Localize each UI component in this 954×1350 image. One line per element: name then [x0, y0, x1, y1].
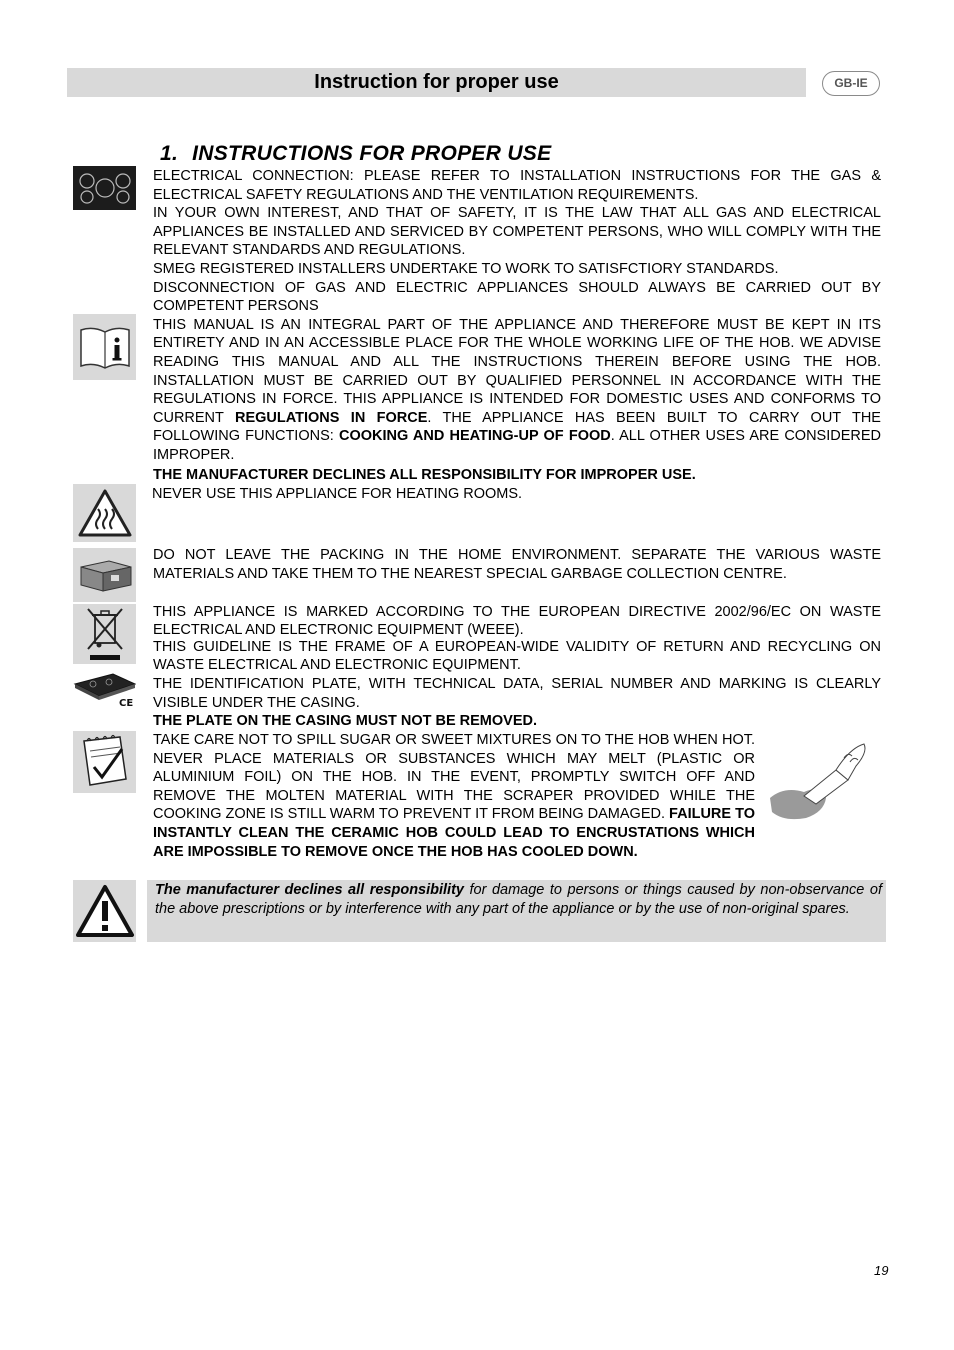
- sugar-spill-text: [153, 731, 755, 861]
- paragraph: SMEG REGISTERED INSTALLERS UNDERTAKE TO WORK TO SATISFCTIORY STANDARDS.: [153, 260, 779, 277]
- bold-span: THE PLATE ON THE CASING MUST NOT BE REMOVED.: [153, 713, 537, 730]
- manual-info-icon: [73, 314, 136, 380]
- warning-triangle-icon: [73, 880, 136, 942]
- paragraph: DO NOT LEAVE THE PACKING IN THE HOME ENVIRONMENT. SEPARATE THE VARIOUS WASTE MATERIALS AND TAKE THEM TO THE NEAREST SPECIAL GARBAGE COLLECTION CENTRE.: [153, 547, 881, 582]
- paragraph: THE IDENTIFICATION PLATE, WITH TECHNICAL DATA, SERIAL NUMBER AND MARKING IS CLEARLY VISIBLE UNDER THE CASING.: [153, 676, 881, 711]
- paragraph: NEVER USE THIS APPLIANCE FOR HEATING ROOMS.: [152, 486, 523, 502]
- section-title: [160, 141, 551, 167]
- paragraph: DISCONNECTION OF GAS AND ELECTRIC APPLIANCES SHOULD ALWAYS BE CARRIED OUT BY COMPETENT PERSONS: [153, 279, 881, 315]
- id-plate-text: [153, 675, 881, 731]
- region-badge: GB-IE: [822, 71, 880, 96]
- paragraph: [153, 731, 755, 861]
- notepad-check-icon: [73, 731, 136, 793]
- text-span: THIS MANUAL IS AN INTEGRAL PART OF THE APPLIANCE AND THEREFORE MUST BE KEPT IN ITS ENTIRETY AND IN AN ACCESSIBLE PLACE FOR THE WHOLE WORKING LIFE OF THE HOB. WE ADVISE READING THIS MANUAL AND ALL THE INSTRUCTIONS THEREIN BEFORE USING THE HOB. INSTALLATION MUST BE CARRIED OUT BY QUALIFIED PERSONNEL IN ACCORDANCE WITH THE REGULATIONS IN FORCE. THIS APPLIANCE IS INTENDED FOR DOMESTIC USES AND CONFORMS TO CURRENT: [153, 316, 881, 426]
- section-number: 1.: [160, 142, 179, 165]
- paragraph: THIS GUIDELINE IS THE FRAME OF A EUROPEAN-WIDE VALIDITY OF RETURN AND RECYCLING ON WASTE ELECTRICAL AND ELECTRONIC EQUIPMENT.: [153, 639, 881, 673]
- section-title-text: INSTRUCTIONS FOR PROPER USE: [192, 142, 552, 165]
- bold-span: THE MANUFACTURER DECLINES ALL RESPONSIBILITY FOR IMPROPER USE.: [153, 466, 696, 483]
- text-span: . THE APPLIANCE HAS BEEN BUILT TO CARRY OUT THE FOLLOWING FUNCTIONS:: [153, 409, 881, 445]
- page-number: 19: [874, 1263, 889, 1278]
- bold-span: REGULATIONS IN FORCE: [234, 409, 428, 426]
- packing-box-icon: [73, 548, 136, 602]
- ceramic-hob-icon: [73, 166, 136, 210]
- text-span: for damage to persons or things caused by non-observance of the above prescriptions or by interference with any part of the appliance or by the use of non-original spares.: [155, 882, 882, 917]
- bold-span: The manufacturer declines all responsibility: [155, 882, 464, 898]
- electrical-connection-text: [153, 167, 881, 484]
- bold-span: FAILURE TO INSTANTLY CLEAN THE CERAMIC HOB COULD LEAD TO ENCRUSTATIONS WHICH ARE IMPOSSIBLE TO REMOVE ONCE THE HOB HAS COOLED DOWN.: [153, 806, 755, 860]
- header-bar: [67, 68, 806, 97]
- packing-text: [153, 546, 881, 583]
- id-plate-ce-icon: [73, 670, 136, 710]
- paragraph: THIS APPLIANCE IS MARKED ACCORDING TO THE EUROPEAN DIRECTIVE 2002/96/EC ON WASTE ELECTRICAL AND ELECTRONIC EQUIPMENT (WEEE).: [153, 604, 881, 638]
- weee-text: [153, 604, 881, 674]
- scraper-illustration-icon: [764, 738, 874, 822]
- text-span: TAKE CARE NOT TO SPILL SUGAR OR SWEET MIXTURES ON TO THE HOB WHEN HOT. NEVER PLACE MATERIALS OR SUBSTANCES WHICH MAY MELT (PLASTIC OR ALUMINIUM FOIL) ON THE HOB. IN THE EVENT, PROMPTLY SWITCH OFF AND REMOVE THE MOLTEN MATERIAL WITH THE SCRAPER PROVIDED WHILE THE COOKING ZONE IS STILL WARM TO PREVENT IT FROM BEING DAMAGED.: [153, 732, 755, 823]
- paragraph: [153, 466, 881, 485]
- warning-text: [155, 881, 882, 918]
- text-span: . ALL OTHER USES ARE CONSIDERED IMPROPER.: [153, 428, 881, 463]
- page-title: Instruction for proper use: [314, 71, 559, 93]
- crossed-bin-icon: [73, 604, 136, 664]
- svg-text:CE: CE: [119, 698, 134, 709]
- paragraph: [153, 316, 881, 465]
- hot-surface-warning-icon: [73, 484, 136, 542]
- paragraph: [153, 712, 881, 731]
- paragraph: ELECTRICAL CONNECTION: PLEASE REFER TO INSTALLATION INSTRUCTIONS FOR THE GAS & ELECTRICAL SAFETY REGULATIONS AND THE VENTILATION REQUIREMENTS.: [153, 168, 881, 203]
- paragraph: IN YOUR OWN INTEREST, AND THAT OF SAFETY, IT IS THE LAW THAT ALL GAS AND ELECTRICAL APPLIANCES BE INSTALLED AND SERVICED BY COMPETENT PERSONS, WHO WILL COMPLY WITH THE RELEVANT STANDARDS AND REGULATIONS.: [153, 205, 881, 259]
- bold-span: COOKING AND HEATING-UP OF FOOD: [338, 428, 611, 445]
- heating-rooms-text: [152, 485, 880, 504]
